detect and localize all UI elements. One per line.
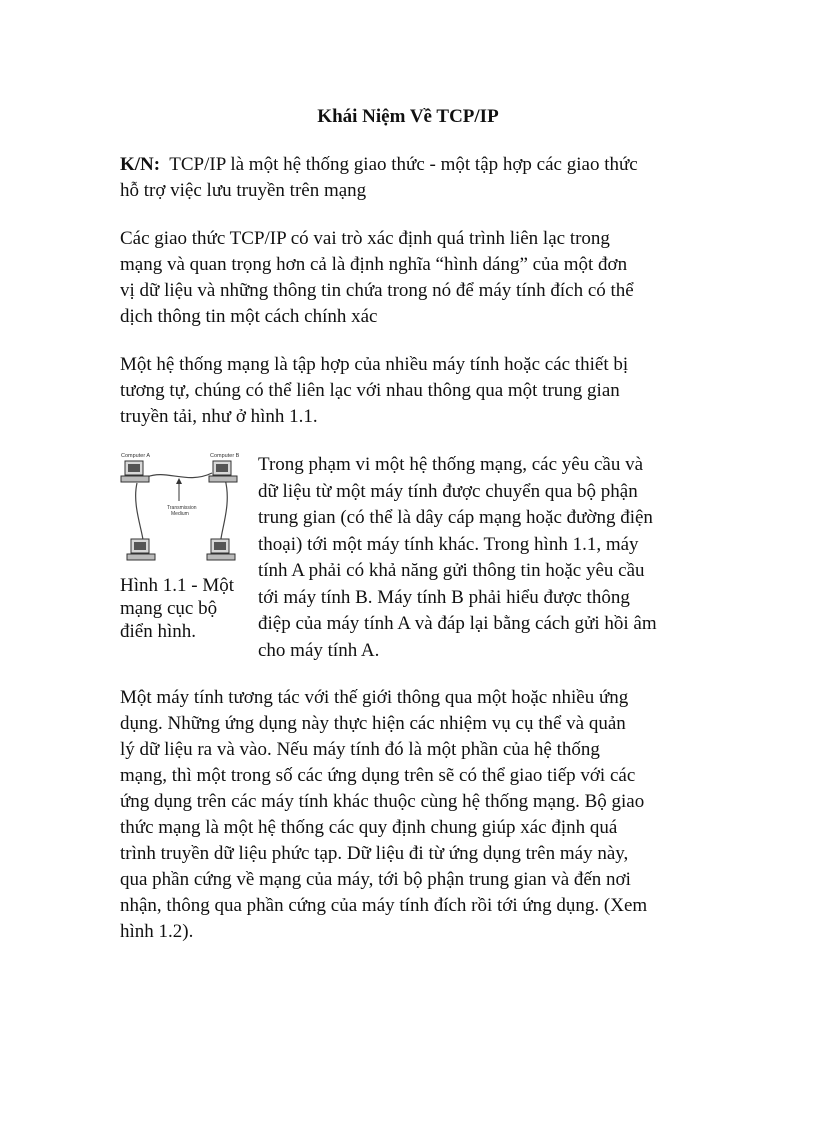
computer-a-icon [121, 461, 149, 482]
computer-a-label: Computer A [121, 453, 151, 459]
arrow-head [176, 478, 182, 484]
paragraph-line: Một hệ thống mạng là tập hợp của nhiều máy tính hoặc các thiết bị [120, 354, 629, 375]
computer-d-icon [207, 539, 235, 560]
figure-caption [120, 574, 250, 643]
paragraph-line: lý dữ liệu ra và vào. Nếu máy tính đó là một phần của hệ thống [120, 739, 600, 760]
paragraph-line: dịch thông tin một cách chính xác [120, 306, 378, 327]
paragraph-line: nhận, thông qua phần cứng của máy tính đích rồi tới ứng dụng. (Xem [120, 895, 648, 916]
paragraph-line: vị dữ liệu và những thông tin chứa trong nó để máy tính đích có thể [120, 280, 634, 301]
paragraph-line: dụng. Những ứng dụng này thực hiện các nhiệm vụ cụ thể và quản [120, 713, 626, 734]
paragraph-line: dữ liệu từ một máy tính được chuyển qua bộ phận [258, 480, 638, 502]
paragraph-line: tương tự, chúng có thể liên lạc với nhau thông qua một trung gian [120, 380, 620, 401]
paragraph-line: mạng, thì một trong số các ứng dụng trên sẽ có thể giao tiếp với các [120, 765, 636, 786]
computer-b-label: Computer B [210, 453, 240, 459]
paragraph-line: trình truyền dữ liệu phức tạp. Dữ liệu đi từ ứng dụng trên máy này, [120, 843, 629, 864]
network-definition-paragraph [120, 352, 700, 430]
computer-b-icon [209, 461, 237, 482]
paragraph-line: Các giao thức TCP/IP có vai trò xác định quá trình liên lạc trong [120, 228, 610, 249]
caption-line: mạng cục bộ [120, 598, 218, 619]
paragraph-line: điệp của máy tính A và đáp lại bằng cách gửi hồi âm [258, 613, 657, 634]
medium-label-line-2: Medium [171, 511, 189, 517]
lan-diagram-figure [117, 449, 245, 569]
page-title: Khái Niệm Về TCP/IP [317, 106, 499, 127]
paragraph-line: qua phần cứng về mạng của máy, tới bộ phận trung gian và đến nơi [120, 869, 631, 890]
definition-line: hỗ trợ việc lưu truyền trên mạng [120, 180, 367, 201]
figure-side-paragraph [258, 452, 708, 664]
application-paragraph [120, 685, 700, 945]
definition-line [120, 152, 700, 178]
protocol-role-paragraph [120, 226, 700, 330]
computer-c-icon [127, 539, 155, 560]
paragraph-line: tính A phải có khả năng gửi thông tin hoặc yêu cầu [258, 560, 645, 581]
paragraph-line: Trong phạm vi một hệ thống mạng, các yêu cầu và [258, 454, 644, 475]
paragraph-line: thoại) tới một máy tính khác. Trong hình 1.1, máy [258, 533, 639, 555]
definition-label: K/N: [120, 154, 161, 175]
paragraph-line: cho máy tính A. [258, 639, 380, 661]
paragraph-line: mạng và quan trọng hơn cả là định nghĩa “hình dáng” của một đơn [120, 254, 628, 275]
paragraph-line: Một máy tính tương tác với thế giới thông qua một hoặc nhiều ứng [120, 687, 629, 708]
paragraph-line: hình 1.2). [120, 921, 194, 942]
paragraph-line: ứng dụng trên các máy tính khác thuộc cùng hệ thống mạng. Bộ giao [120, 791, 645, 812]
medium-label-line-1: Transmission [167, 505, 197, 511]
paragraph-line: thức mạng là một hệ thống các quy định chung giúp xác định quá [120, 817, 618, 838]
cable-top [147, 473, 212, 478]
lan-diagram [117, 449, 245, 569]
paragraph-line: tới máy tính B. Máy tính B phải hiểu được thông [258, 586, 630, 608]
definition-paragraph [120, 152, 700, 204]
caption-line: Hình 1.1 - Một [120, 575, 234, 596]
definition-text: TCP/IP là một hệ thống giao thức - một tập hợp các giao thức [160, 154, 638, 175]
paragraph-line: truyền tải, như ở hình 1.1. [120, 406, 318, 427]
paragraph-line: trung gian (có thể là dây cáp mạng hoặc đường điện [258, 507, 653, 528]
caption-line: điển hình. [120, 621, 196, 642]
